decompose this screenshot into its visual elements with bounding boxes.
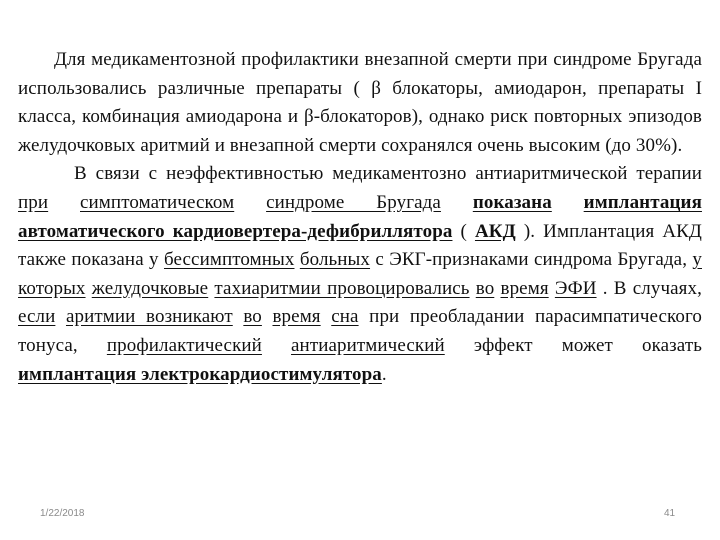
underlined-text: антиаритмический: [291, 334, 445, 356]
underlined-text: тахиаритмии провоцировались: [214, 277, 470, 299]
text-segment: [441, 192, 473, 213]
underlined-text: если: [18, 306, 56, 328]
bold-underlined-text: имплантация: [583, 191, 702, 213]
footer-date: 1/22/2018: [40, 508, 85, 519]
text-segment: с ЭКГ-признаками синдрома Бругада,: [370, 249, 693, 271]
text-segment: ). Имплантация АКД также показана у: [18, 220, 702, 271]
underlined-text: которых: [18, 277, 86, 299]
text-segment: [321, 306, 332, 327]
slide-number: 41: [664, 508, 676, 519]
text-segment: [234, 192, 266, 213]
text-segment: . В случаях,: [596, 277, 702, 299]
underlined-text: больных: [299, 249, 371, 271]
text-segment: .: [381, 363, 387, 385]
paragraph-prophylaxis: [18, 46, 702, 160]
underlined-text: синдроме Бругада: [266, 191, 441, 213]
underlined-text: во: [243, 306, 262, 328]
paragraph-icd-indications: [18, 160, 702, 389]
text-segment: [55, 306, 66, 327]
text-segment: [262, 335, 291, 356]
underlined-text: во: [475, 277, 495, 299]
text-segment: (: [452, 220, 475, 242]
underlined-text: профилактический: [106, 334, 262, 356]
underlined-text: ЭФИ: [554, 277, 597, 299]
text-segment: [262, 306, 273, 327]
bold-underlined-text: АКД: [474, 220, 516, 242]
underlined-text: время: [500, 277, 549, 299]
underlined-text: аритмии возникают: [65, 306, 233, 328]
text-segment: эффект может оказать: [444, 334, 703, 356]
slide-body: [18, 46, 702, 389]
text-segment: при преобладании парасимпатического тонуса,: [18, 306, 703, 356]
underlined-text: желудочковые: [91, 277, 209, 299]
text-segment: В связи с неэффективностью медикаментозно антиаритмической терапии: [74, 163, 702, 185]
underlined-text: при: [18, 191, 49, 213]
underlined-text: время: [272, 306, 321, 328]
bold-underlined-text: автоматического кардиовертера-дефибриллятора: [18, 220, 453, 242]
paragraph-1-text: Для медикаментозной профилактики внезапной смерти при синдроме Бругада использовались различные препараты ( β блокаторы, амиодарон, препараты I класса, комбинация амиодарона и β-блокаторов), однако риск повторных эпизодов желудочковых аритмий и внезапной смерти сохранялся очень высоким (до 30%).: [18, 49, 702, 156]
underlined-text: сна: [331, 306, 359, 328]
underlined-text: у: [692, 249, 702, 271]
bold-underlined-text: имплантация электрокардиостимулятора: [18, 363, 382, 385]
underlined-text: симптоматическом: [80, 191, 235, 213]
underlined-text: бессимптомных: [163, 249, 295, 271]
text-segment: [48, 192, 80, 213]
text-segment: [552, 192, 584, 213]
bold-underlined-text: показана: [472, 191, 552, 213]
text-segment: [233, 306, 244, 327]
